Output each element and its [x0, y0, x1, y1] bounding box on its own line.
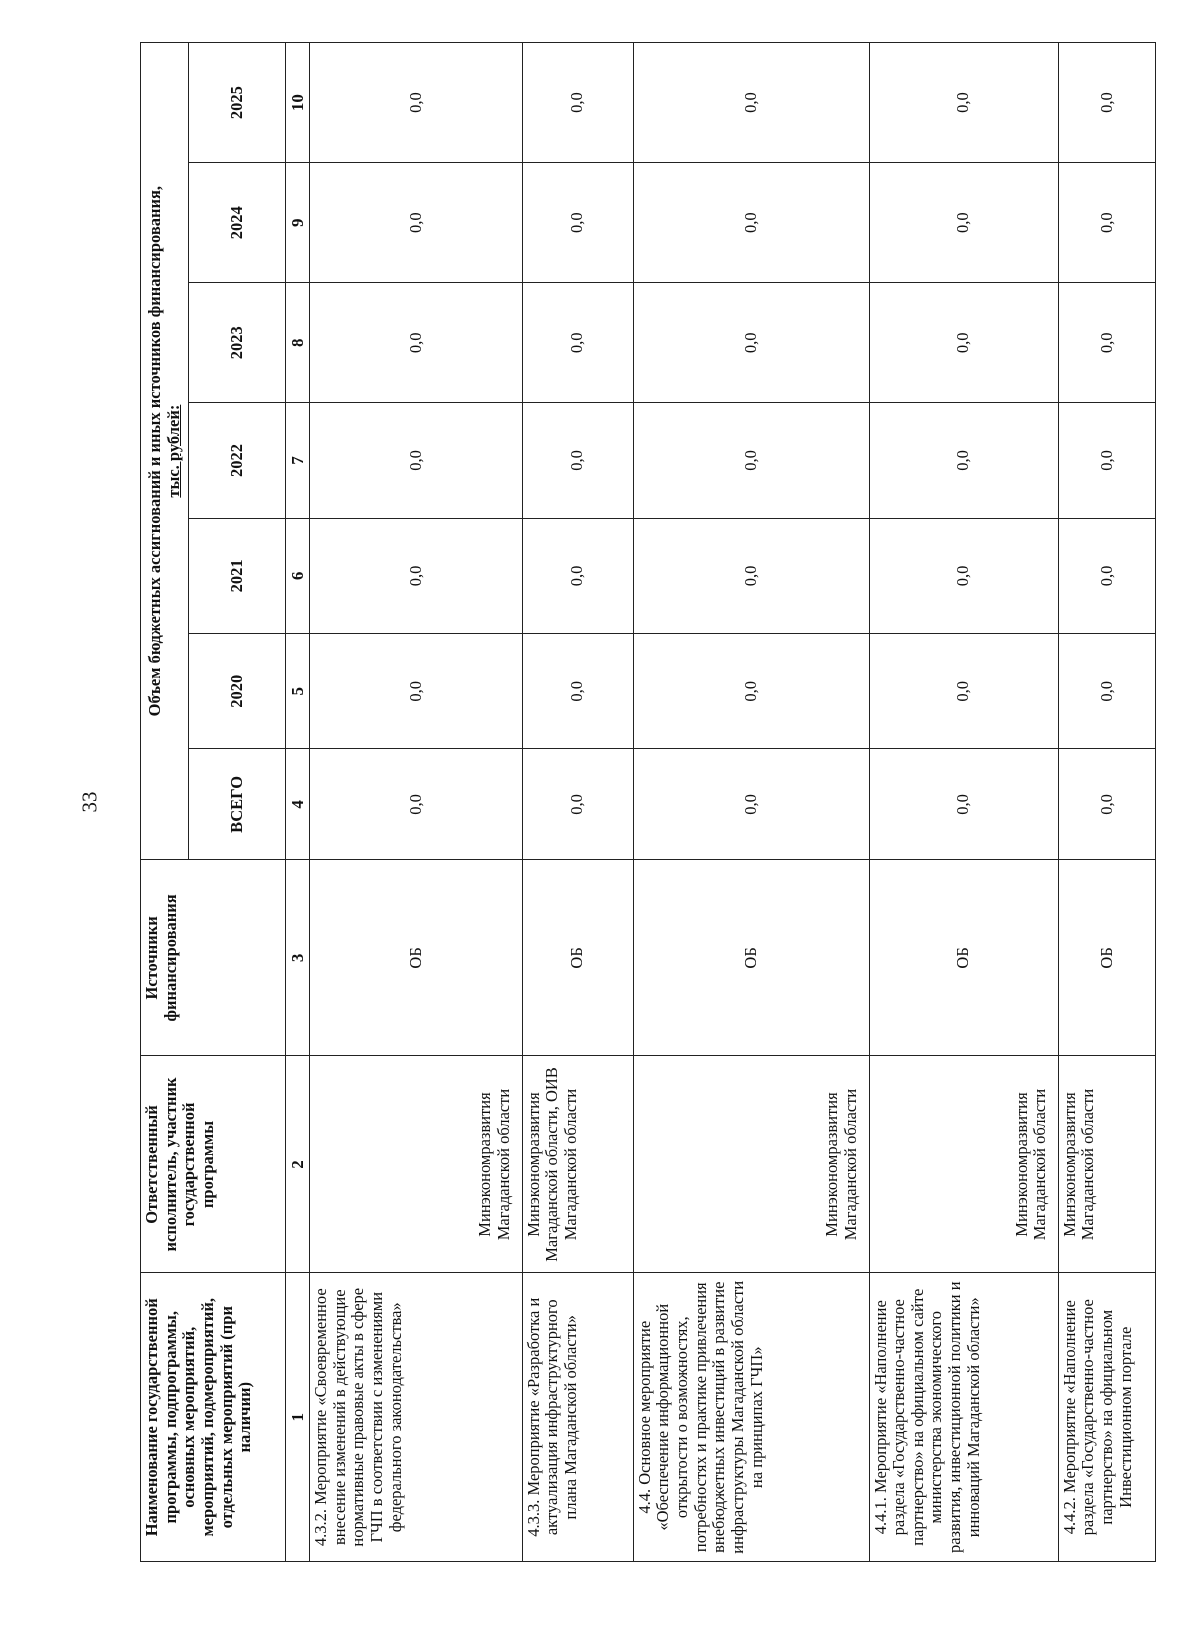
table-row	[310, 43, 522, 1562]
column-number: 1	[286, 1273, 310, 1562]
header-name-column: Наименование государственной программы, подпрограммы, основных мероприятий, мероприятий, подмероприятий, отдельных мероприятий (при наличии)	[141, 1273, 286, 1562]
table-row	[522, 43, 633, 1562]
row-value-total: 0,0	[522, 749, 633, 860]
column-number: 5	[286, 634, 310, 749]
row-value-2025: 0,0	[522, 43, 633, 163]
row-value-2021: 0,0	[310, 518, 522, 633]
row-name: 4.4. Основное мероприятие «Обеспечение информационной открытости о возможностях, потребностях и практике привлечения внебюджетных инвестиций в развитие инфраструктуры Магаданской области на принципах ГЧП»	[633, 1273, 869, 1562]
row-value-2025: 0,0	[1058, 43, 1155, 163]
row-name: 4.4.1. Мероприятие «Наполнение раздела «Государственно-частное партнерство» на официальном сайте министерства экономического развития, инвестиционной политики и инноваций Магаданской области»	[869, 1273, 1058, 1562]
row-executor: Минэкономразвития Магаданской области, ОИВ Магаданской области	[522, 1056, 633, 1273]
row-name: 4.3.2. Мероприятие «Своевременное внесение изменений в действующие нормативные правовые акты в сфере ГЧП в соответствии с изменениями федерального законодательства»	[310, 1273, 522, 1562]
row-value-2023: 0,0	[1058, 283, 1155, 403]
row-value-2023: 0,0	[310, 283, 522, 403]
row-value-2020: 0,0	[633, 634, 869, 749]
table-row	[869, 43, 1058, 1562]
row-source: ОБ	[869, 860, 1058, 1056]
row-value-total: 0,0	[633, 749, 869, 860]
row-value-total: 0,0	[310, 749, 522, 860]
header-year-2023: 2023	[189, 283, 286, 403]
header-funding-group	[141, 43, 189, 860]
column-number: 4	[286, 749, 310, 860]
row-value-2021: 0,0	[1058, 518, 1155, 633]
column-number: 7	[286, 403, 310, 518]
row-source: ОБ	[1058, 860, 1155, 1056]
row-source: ОБ	[310, 860, 522, 1056]
row-source: ОБ	[522, 860, 633, 1056]
page-number: 33	[77, 791, 102, 813]
row-value-2021: 0,0	[869, 518, 1058, 633]
header-year-2020: 2020	[189, 634, 286, 749]
rotated-table-frame	[140, 42, 1156, 1562]
column-number-row	[286, 43, 310, 1562]
row-value-2022: 0,0	[633, 403, 869, 518]
table-container	[140, 42, 1156, 1562]
column-number: 3	[286, 860, 310, 1056]
header-year-2022: 2022	[189, 403, 286, 518]
header-year-2021: 2021	[189, 518, 286, 633]
row-value-2022: 0,0	[522, 403, 633, 518]
row-value-2021: 0,0	[522, 518, 633, 633]
row-name: 4.3.3. Мероприятие «Разработка и актуализация инфраструктурного плана Магаданской области»	[522, 1273, 633, 1562]
row-value-2020: 0,0	[522, 634, 633, 749]
header-funding-group-unit: тыс. рублей:	[163, 404, 183, 498]
row-value-2024: 0,0	[310, 163, 522, 283]
header-funding-group-title: Объем бюджетных ассигнований и иных источников финансирования,	[144, 185, 164, 717]
header-year-2025: 2025	[189, 43, 286, 163]
header-source-column: Источники финансирования	[141, 860, 286, 1056]
column-number: 8	[286, 283, 310, 403]
row-value-2023: 0,0	[869, 283, 1058, 403]
table-row	[633, 43, 869, 1562]
header-year-2024: 2024	[189, 163, 286, 283]
column-number: 2	[286, 1056, 310, 1273]
column-number: 9	[286, 163, 310, 283]
row-value-2023: 0,0	[633, 283, 869, 403]
row-executor: Минэкономразвития Магаданской области	[633, 1056, 869, 1273]
row-executor: Минэкономразвития Магаданской области	[1058, 1056, 1155, 1273]
row-name: 4.4.2. Мероприятие «Наполнение раздела «Государственно-частное партнерство» на официальном Инвестиционном портале	[1058, 1273, 1155, 1562]
column-number: 10	[286, 43, 310, 163]
row-executor: Минэкономразвития Магаданской области	[310, 1056, 522, 1273]
row-value-2024: 0,0	[1058, 163, 1155, 283]
row-source: ОБ	[633, 860, 869, 1056]
row-value-2020: 0,0	[1058, 634, 1155, 749]
row-value-total: 0,0	[869, 749, 1058, 860]
column-number: 6	[286, 518, 310, 633]
header-year-total: ВСЕГО	[189, 749, 286, 860]
row-value-2020: 0,0	[310, 634, 522, 749]
row-value-2023: 0,0	[522, 283, 633, 403]
row-value-2025: 0,0	[869, 43, 1058, 163]
row-value-2024: 0,0	[633, 163, 869, 283]
row-value-total: 0,0	[1058, 749, 1155, 860]
row-value-2025: 0,0	[633, 43, 869, 163]
row-value-2024: 0,0	[869, 163, 1058, 283]
row-value-2022: 0,0	[310, 403, 522, 518]
row-value-2022: 0,0	[1058, 403, 1155, 518]
financing-table	[140, 42, 1156, 1562]
table-row	[1058, 43, 1155, 1562]
row-value-2020: 0,0	[869, 634, 1058, 749]
row-value-2025: 0,0	[310, 43, 522, 163]
header-executor-column: Ответственный исполнитель, участник государственной программы	[141, 1056, 286, 1273]
row-value-2022: 0,0	[869, 403, 1058, 518]
row-executor: Минэкономразвития Магаданской области	[869, 1056, 1058, 1273]
row-value-2024: 0,0	[522, 163, 633, 283]
row-value-2021: 0,0	[633, 518, 869, 633]
